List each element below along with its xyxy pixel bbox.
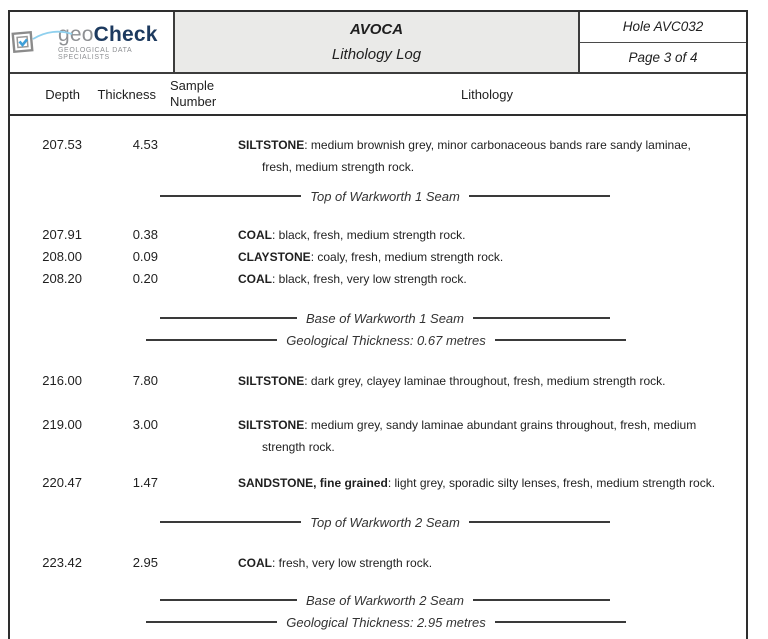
log-body (10, 134, 746, 632)
rock-type: CLAYSTONE (238, 250, 311, 264)
separator-line-left (160, 521, 301, 523)
geocheck-check-square-icon (10, 27, 74, 62)
hole-info-cell (580, 12, 746, 72)
rock-description: : dark grey, clayey laminae throughout, fresh, medium strength rock. (304, 374, 666, 388)
lithology-row (10, 472, 746, 494)
sample-number-value (158, 134, 228, 178)
lithology-row (10, 268, 746, 290)
logo-geo-text: geo (58, 22, 94, 46)
rock-type: SILTSTONE (238, 418, 305, 432)
lithology-log-table (8, 10, 748, 639)
separator-line-right (473, 317, 610, 319)
lithology-description (228, 246, 746, 268)
seam-separator (160, 308, 610, 328)
column-header-sample-number (158, 78, 228, 111)
geological-thickness-separator (146, 330, 626, 350)
column-header-thickness: Thickness (97, 86, 156, 102)
separator-line-right (473, 599, 610, 601)
separator-line-right (495, 621, 626, 623)
sample-number-value (158, 224, 228, 246)
geological-thickness-label: Geological Thickness: 2.95 metres (286, 614, 486, 630)
geological-thickness-separator (146, 612, 626, 632)
column-header-depth: Depth (45, 86, 80, 102)
document-subtitle: Lithology Log (331, 46, 422, 64)
column-header-sample-line1: Sample (170, 77, 215, 93)
rock-description: : medium grey, sandy laminae abundant grains throughout, fresh, medium strength rock. (262, 418, 697, 454)
logo-cell (10, 12, 175, 72)
document-title: AVOCA (349, 20, 404, 38)
lithology-description (228, 134, 746, 178)
depth-value: 208.00 (42, 249, 82, 264)
depth-value: 207.91 (42, 227, 82, 242)
sample-number-value (158, 268, 228, 290)
rock-description: : fresh, very low strength rock. (272, 556, 433, 570)
lithology-row (10, 370, 746, 392)
separator-line-left (146, 339, 277, 341)
thickness-value: 0.09 (132, 249, 158, 264)
lithology-row (10, 414, 746, 458)
column-header-lithology: Lithology (460, 86, 514, 102)
sample-number-value (158, 472, 228, 494)
thickness-value: 0.20 (132, 271, 158, 286)
separator-line-left (160, 195, 301, 197)
geocheck-logo (10, 24, 173, 61)
lithology-row (10, 134, 746, 178)
lithology-description (228, 224, 746, 246)
seam-separator-label: Base of Warkworth 2 Seam (306, 592, 464, 608)
geological-thickness-label: Geological Thickness: 0.67 metres (286, 332, 486, 348)
separator-line-left (160, 317, 297, 319)
separator-line-right (469, 521, 610, 523)
thickness-value: 2.95 (132, 555, 158, 570)
hole-number: Hole AVC032 (580, 12, 746, 43)
sample-number-value (158, 552, 228, 574)
thickness-value: 1.47 (132, 475, 158, 490)
rock-description: : black, fresh, very low strength rock. (272, 272, 467, 286)
lithology-description (228, 552, 746, 574)
rock-type: SILTSTONE (238, 138, 305, 152)
depth-value: 216.00 (42, 373, 82, 388)
lithology-row (10, 246, 746, 268)
rock-type: SILTSTONE (238, 374, 305, 388)
lithology-row (10, 224, 746, 246)
separator-line-left (146, 621, 277, 623)
depth-value: 219.00 (42, 417, 82, 432)
sample-number-value (158, 246, 228, 268)
thickness-value: 7.80 (132, 373, 158, 388)
rock-type: SANDSTONE, fine grained (238, 476, 388, 490)
page-number: Page 3 of 4 (628, 49, 698, 65)
thickness-value: 4.53 (132, 137, 158, 152)
logo-wordmark (58, 24, 173, 45)
title-cell (175, 12, 580, 72)
lithology-description (228, 268, 746, 290)
thickness-value: 3.00 (132, 417, 158, 432)
depth-value: 220.47 (42, 475, 82, 490)
rock-description: : medium brownish grey, minor carbonaceous bands rare sandy laminae, fresh, medium strength rock. (262, 138, 691, 174)
rock-description: : light grey, sporadic silty lenses, fresh, medium strength rock. (387, 476, 716, 490)
separator-line-right (469, 195, 610, 197)
column-header-row (10, 74, 746, 116)
seam-separator-label: Top of Warkworth 1 Seam (310, 188, 460, 204)
lithology-row (10, 552, 746, 574)
seam-separator (160, 512, 610, 532)
depth-value: 208.20 (42, 271, 82, 286)
column-header-sample-line2: Number (170, 94, 217, 109)
rock-type: COAL (238, 556, 272, 570)
logo-check-text: Check (93, 22, 158, 46)
rock-description: : black, fresh, medium strength rock. (272, 228, 466, 242)
rock-type: COAL (238, 272, 272, 286)
separator-line-left (160, 599, 297, 601)
sample-number-value (158, 414, 228, 458)
rock-description: : coaly, fresh, medium strength rock. (310, 250, 504, 264)
separator-line-right (495, 339, 626, 341)
depth-value: 207.53 (42, 137, 82, 152)
seam-separator-label: Top of Warkworth 2 Seam (310, 514, 460, 530)
lithology-description (228, 370, 746, 392)
rock-type: COAL (238, 228, 272, 242)
thickness-value: 0.38 (132, 227, 158, 242)
logo-tagline: GEOLOGICAL DATA SPECIALISTS (58, 46, 132, 61)
lithology-description (228, 414, 746, 458)
depth-value: 223.42 (42, 555, 82, 570)
seam-separator (160, 590, 610, 610)
seam-separator (160, 186, 610, 206)
logo-text (58, 24, 173, 61)
seam-separator-label: Base of Warkworth 1 Seam (306, 310, 464, 326)
document-header (10, 12, 746, 74)
lithology-description (228, 472, 746, 494)
sample-number-value (158, 370, 228, 392)
